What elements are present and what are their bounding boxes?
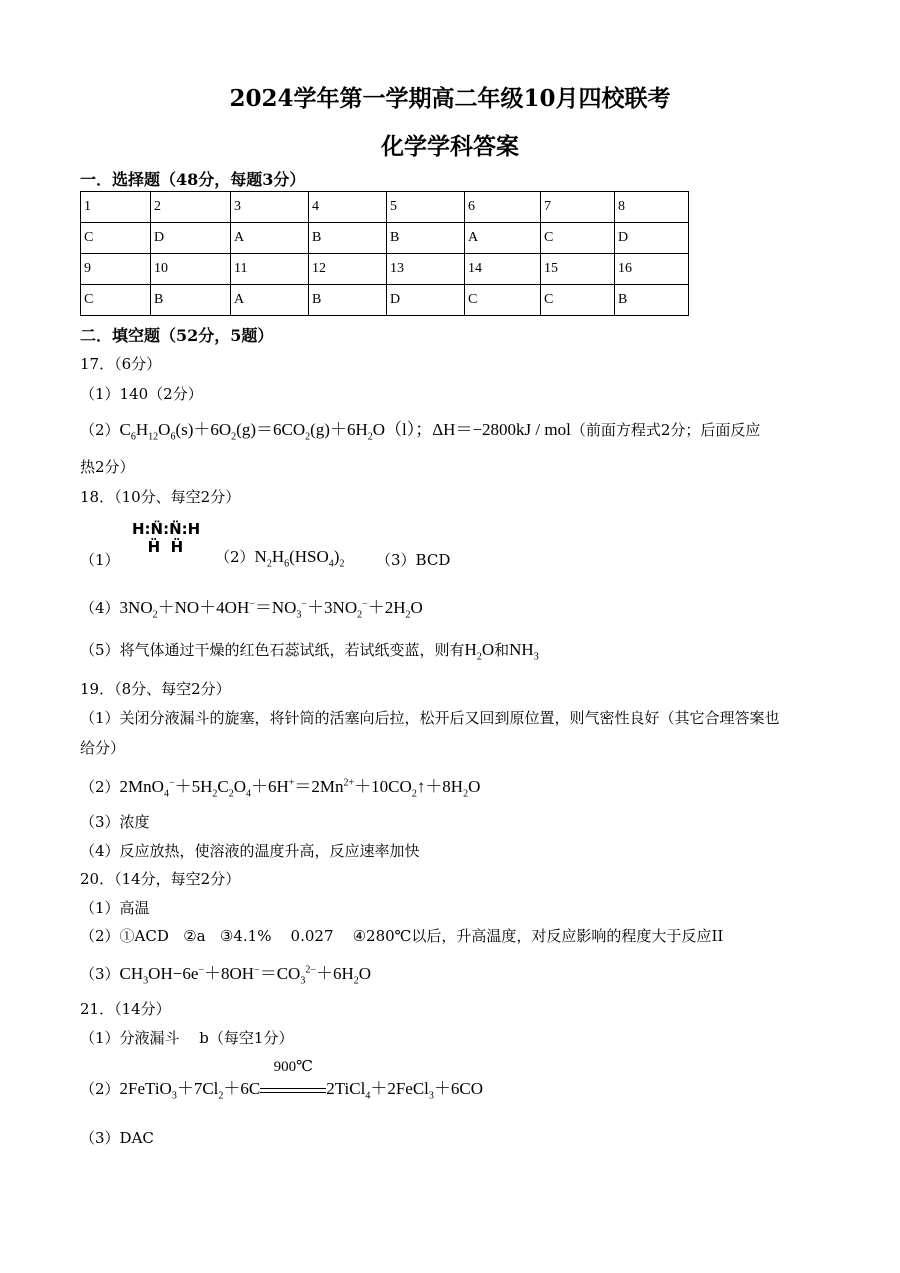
answer-cell: A	[465, 223, 541, 254]
q20-heading: 20．（14分，每空2分）	[80, 870, 241, 888]
question-number-cell: 3	[231, 192, 309, 223]
q20-answer-b: ②a	[183, 927, 206, 945]
q18-part2-label: （2）	[215, 548, 255, 566]
q20-answer-d: 0.027	[290, 927, 334, 945]
answer-cell: B	[309, 223, 387, 254]
table-row-numbers	[81, 192, 689, 223]
q20-part3-label: （3）	[80, 965, 120, 983]
q19-heading: 19．（8分、每空2分）	[80, 680, 231, 698]
q21-heading: 21．（14分）	[80, 1000, 171, 1018]
hydrazine-lewis-structure-icon: H:N̈:N̈:H Ḧ Ḧ	[132, 520, 201, 556]
q18-part5	[80, 639, 539, 662]
q20-equation: $CH_3OH-6e^-+8OH^-=CO_3^{2-}+6H_2O$	[119, 964, 372, 987]
section-heading-choice: 一．选择题（48分，每题3分）	[80, 170, 306, 189]
question-number-cell: 6	[465, 192, 541, 223]
question-number-cell: 10	[151, 254, 231, 285]
q17-heading: 17．（6分）	[80, 355, 162, 373]
answer-cell: D	[615, 223, 689, 254]
q19-part1: （1）关闭分液漏斗的旋塞，将针筒的活塞向后拉，松开后又回到原位置，则气密性良好（其它合理答案也	[80, 709, 780, 727]
q18-formula: $N_2H_6(HSO_4)_2$	[254, 547, 345, 570]
answer-cell: C	[81, 285, 151, 316]
q20-part2-label: （2）	[80, 927, 120, 945]
q18-heading: 18．（10分、每空2分）	[80, 488, 241, 506]
page-subtitle: 化学学科答案	[381, 133, 519, 160]
q19-part2	[80, 772, 480, 799]
question-number-cell: 7	[541, 192, 615, 223]
answer-cell: B	[151, 285, 231, 316]
answer-cell: C	[541, 223, 615, 254]
q21-part3: （3）DAC	[80, 1129, 154, 1147]
q17-part1: （1）140（2分）	[80, 385, 203, 403]
q19-part4: （4）反应放热，使溶液的温度升高，反应速率加快	[80, 842, 420, 860]
q20-answer-c: ③4.1%	[219, 927, 272, 945]
q18-part3: （3）BCD	[376, 551, 451, 569]
q20-answer-a: ①ACD	[119, 927, 169, 945]
q19-part3: （3）浓度	[80, 813, 150, 831]
section-heading-fill: 二．填空题（52分，5题）	[80, 326, 274, 345]
question-number-cell: 9	[81, 254, 151, 285]
question-number-cell: 2	[151, 192, 231, 223]
question-number-cell: 16	[615, 254, 689, 285]
q17-part2-label: （2）	[80, 421, 120, 439]
q20-answer-e: ④280℃以后，升高温度，对反应影响的程度大于反应II	[352, 927, 724, 945]
ammonia-formula: $NH_3$	[509, 640, 539, 663]
q17-part2: $(2)C_6H_{12}O_6(s)+6O_2(g)=6CO_2(g)+6H_2O(l)$；ΔH＝−2800kJ / mol（前面方程式2分；后面反应	[80, 420, 761, 443]
q19-part2-label: （2）	[80, 778, 120, 796]
q17-note: 前面方程式2分；后面反应	[585, 421, 761, 439]
reaction-condition	[260, 1059, 326, 1099]
water-formula: $H_2O$	[464, 640, 495, 663]
question-number-cell: 11	[231, 254, 309, 285]
q18-part4-label: （4）	[80, 599, 120, 617]
q21-part2-label: （2）	[80, 1080, 120, 1098]
q21-equation: $2FeTiO_3+7Cl_2+6C$ 900℃ 2TiCl$_4$＋2FeCl$_3$＋6CO	[119, 1059, 484, 1102]
answer-cell: D	[387, 285, 465, 316]
q21-part1: （1）分液漏斗 b（每空1分）	[80, 1029, 294, 1047]
answer-cell: B	[615, 285, 689, 316]
q17-equation: $C_6H_{12}O_6(s)+6O_2(g)=6CO_2(g)+6H_2O(l)$；ΔH＝−2800kJ / mol	[119, 420, 571, 443]
answer-cell: A	[231, 223, 309, 254]
question-number-cell: 1	[81, 192, 151, 223]
answer-table	[80, 191, 689, 316]
question-number-cell: 14	[465, 254, 541, 285]
answer-cell: B	[309, 285, 387, 316]
answer-cell: C	[465, 285, 541, 316]
question-number-cell: 12	[309, 254, 387, 285]
page-title: 2024学年第一学期高二年级10月四校联考	[229, 85, 671, 112]
answer-cell: B	[387, 223, 465, 254]
question-number-cell: 8	[615, 192, 689, 223]
q18-part4	[80, 593, 423, 620]
q20-part2	[80, 925, 723, 946]
q20-part3	[80, 959, 371, 986]
question-number-cell: 15	[541, 254, 615, 285]
question-number-cell: 13	[387, 254, 465, 285]
q18-part2	[215, 546, 344, 569]
answer-cell: C	[541, 285, 615, 316]
reaction-temperature: 900℃	[273, 1059, 313, 1075]
answer-cell: A	[231, 285, 309, 316]
q19-part1-cont: 给分）	[80, 739, 126, 757]
q19-equation: $2MnO_4^-+5H_2C_2O_4+6H^+=2Mn^{2+}+10CO_2↑+8H_2O$	[119, 777, 481, 800]
question-number-cell: 5	[387, 192, 465, 223]
answer-cell: C	[81, 223, 151, 254]
q18-part5-text: （5）将气体通过干燥的红色石蕊试纸，若试纸变蓝，则有	[80, 641, 465, 659]
q21-part2	[80, 1059, 484, 1102]
q18-part1-label: （1）	[80, 551, 120, 569]
table-row-answers	[81, 285, 689, 316]
q17-part2-cont: 热2分）	[80, 458, 135, 476]
q18-part5-and: 和	[494, 641, 510, 659]
answer-cell: D	[151, 223, 231, 254]
question-number-cell: 4	[309, 192, 387, 223]
table-row-answers	[81, 223, 689, 254]
q18-equation: $3NO_2+NO+4OH^-=NO_3^-+3NO_2^-+2H_2O$	[119, 598, 423, 621]
q20-part1: （1）高温	[80, 899, 150, 917]
table-row-numbers	[81, 254, 689, 285]
